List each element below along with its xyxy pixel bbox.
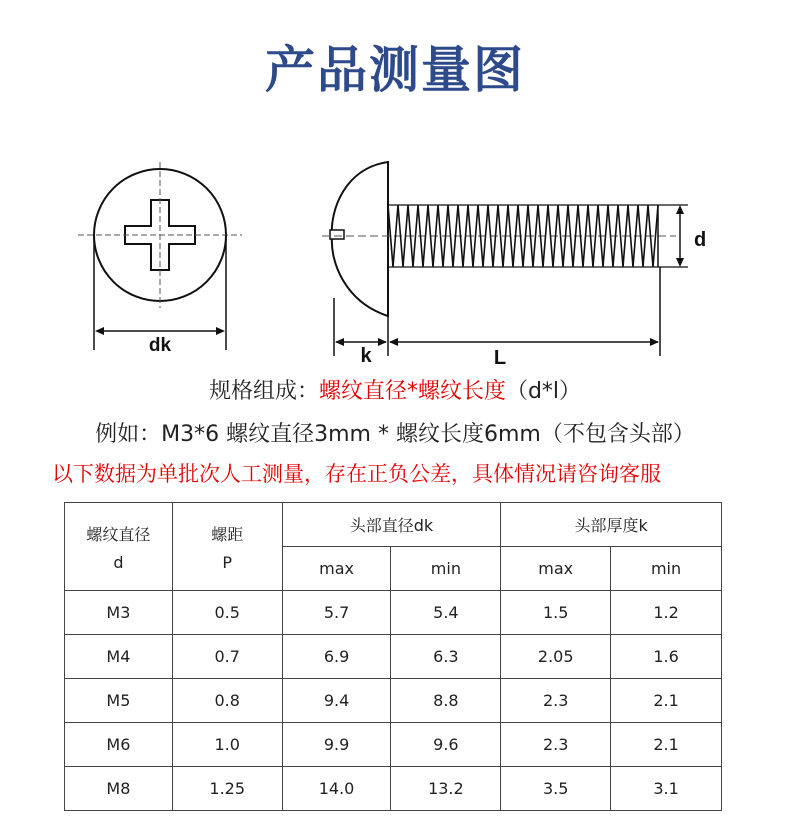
spec-composition	[0, 374, 790, 405]
header-thread-diameter: 螺纹直径 d	[65, 503, 173, 591]
header-k-max: max	[501, 547, 611, 591]
table-row	[65, 591, 722, 635]
cell-dk-max: 14.0	[282, 767, 391, 811]
d-label: d	[694, 229, 707, 251]
screw-side-view	[322, 162, 706, 369]
cell-k-min: 2.1	[611, 679, 722, 723]
cell-thread-diameter: M8	[65, 767, 173, 811]
cell-k-min: 3.1	[611, 767, 722, 811]
k-label: k	[360, 345, 372, 367]
cell-k-max: 3.5	[501, 767, 611, 811]
header-head-diameter: 头部直径dk	[282, 503, 501, 547]
cell-dk-min: 9.6	[391, 723, 501, 767]
cell-thread-diameter: M4	[65, 635, 173, 679]
table-row	[65, 635, 722, 679]
dk-label: dk	[148, 335, 172, 356]
cell-k-min: 1.2	[611, 591, 722, 635]
cell-thread-diameter: M3	[65, 591, 173, 635]
cell-k-max: 2.05	[501, 635, 611, 679]
screw-head-top-view	[78, 162, 242, 356]
header-pitch: 螺距 P	[172, 503, 282, 591]
cell-dk-max: 5.7	[282, 591, 391, 635]
table-header-row	[65, 503, 722, 547]
spec-highlight: 螺纹直径*螺纹长度	[318, 379, 506, 404]
spec-suffix: （d*l）	[505, 379, 582, 404]
table-row	[65, 679, 722, 723]
cell-pitch: 1.25	[172, 767, 282, 811]
cell-pitch: 0.8	[172, 679, 282, 723]
header-dk-max: max	[282, 547, 391, 591]
cell-k-max: 2.3	[501, 679, 611, 723]
cell-dk-min: 8.8	[391, 679, 501, 723]
cell-thread-diameter: M6	[65, 723, 173, 767]
cell-pitch: 1.0	[172, 723, 282, 767]
dimension-table	[64, 502, 722, 811]
cell-dk-min: 5.4	[391, 591, 501, 635]
cell-k-min: 1.6	[611, 635, 722, 679]
header-k-min: min	[611, 547, 722, 591]
cell-dk-max: 6.9	[282, 635, 391, 679]
l-label: L	[493, 347, 507, 369]
cell-dk-max: 9.4	[282, 679, 391, 723]
cell-dk-max: 9.9	[282, 723, 391, 767]
cell-pitch: 0.5	[172, 591, 282, 635]
cell-k-min: 2.1	[611, 723, 722, 767]
table-row	[65, 767, 722, 811]
spec-example: 例如：M3*6 螺纹直径3mm * 螺纹长度6mm（不包含头部）	[95, 422, 695, 447]
cell-pitch: 0.7	[172, 635, 282, 679]
cell-k-max: 1.5	[501, 591, 611, 635]
measurement-note: 以下数据为单批次人工测量，存在正负公差，具体情况请咨询客服	[52, 462, 661, 486]
screw-measurement-diagram	[0, 150, 790, 380]
spec-prefix: 规格组成：	[208, 379, 319, 404]
cell-k-max: 2.3	[501, 723, 611, 767]
page-title: 产品测量图	[265, 41, 525, 99]
cell-dk-min: 13.2	[391, 767, 501, 811]
cell-thread-diameter: M5	[65, 679, 173, 723]
table-row	[65, 723, 722, 767]
header-dk-min: min	[391, 547, 501, 591]
header-head-thickness: 头部厚度k	[501, 503, 722, 547]
cell-dk-min: 6.3	[391, 635, 501, 679]
